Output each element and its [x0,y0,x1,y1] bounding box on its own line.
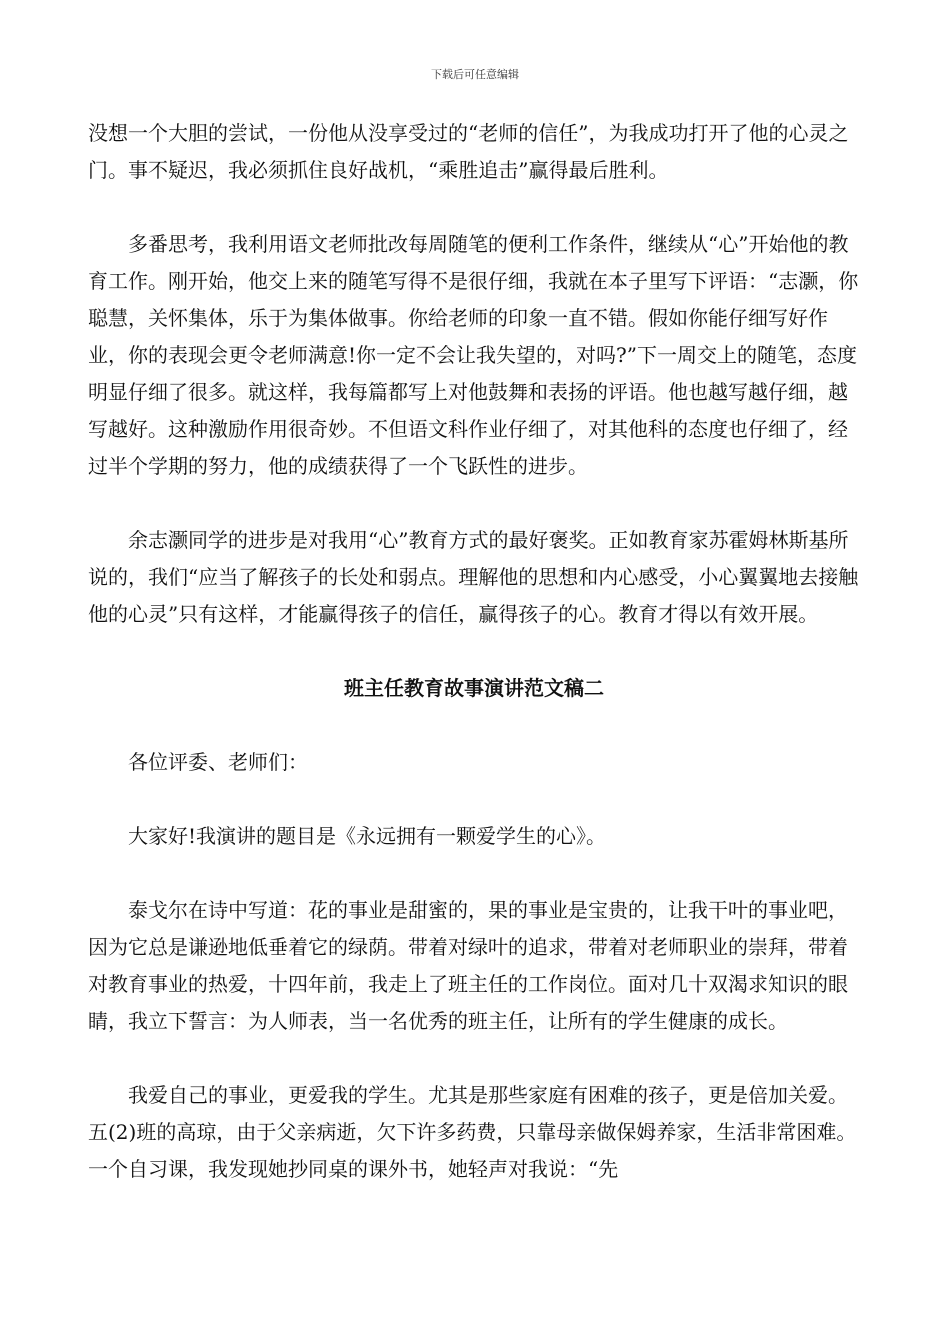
paragraph-4: 各位评委、老师们： [128,750,308,774]
paragraph-gap [88,855,860,892]
paragraph-gap [88,781,860,818]
paragraph-3: 余志灏同学的进步是对我用“心”教育方式的最好褒奖。正如教育家苏霍姆林斯基所说的，我们“应当了解孩子的长处和弱点。理解他的思想和内心感受，小心翼翼地去接触他的心灵”只有这样，才能赢得孩子的信任，赢得孩子的心。教育才得以有效开展。 [88,528,859,626]
paragraph-gap [88,189,860,226]
paragraph-gap [88,1040,860,1077]
paragraph-5: 大家好!我演讲的题目是《永远拥有一颗爱学生的心》。 [128,824,607,848]
paragraph-gap [88,707,860,744]
paragraph-gap [88,485,860,522]
paragraph-1: 没想一个大胆的尝试，一份他从没享受过的“老师的信任”，为我成功打开了他的心灵之门。事不疑迟，我必须抓住良好战机，“乘胜追击”赢得最后胜利。 [88,121,849,182]
page-header: 下载后可任意编辑 [431,68,519,81]
paragraph-2: 多番思考，我利用语文老师批改每周随笔的便利工作条件，继续从“心”开始他的教育工作。刚开始，他交上来的随笔写得不是很仔细，我就在本子里写下评语：“志灏，你聪慧，关怀集体，乐于为集体做事。你给老师的印象一直不错。假如你能仔细写好作业，你的表现会更令老师满意!你一定不会让我失望的，对吗?”下一周交上的随笔，态度明显仔细了很多。就这样，我每篇都写上对他鼓舞和表扬的评语。他也越写越仔细，越写越好。这种激励作用很奇妙。不但语文科作业仔细了，对其他科的态度也仔细了，经过半个学期的努力，他的成绩获得了一个飞跃性的进步。 [88,232,859,478]
document-body [88,115,860,1188]
paragraph-7: 我爱自己的事业，更爱我的学生。尤其是那些家庭有困难的孩子，更是倍加关爱。五(2)班的高琼，由于父亲病逝，欠下许多药费，只靠母亲做保姆养家，生活非常困难。一个自习课，我发现她抄同桌的课外书，她轻声对我说：“先 [88,1083,857,1181]
paragraph-gap [88,633,860,670]
section-title: 班主任教育故事演讲范文稿二 [344,676,604,700]
paragraph-6: 泰戈尔在诗中写道：花的事业是甜蜜的，果的事业是宝贵的，让我干叶的事业吧，因为它总是谦逊地低垂着它的绿荫。带着对绿叶的追求，带着对老师职业的崇拜，带着对教育事业的热爱，十四年前，我走上了班主任的工作岗位。面对几十双渴求知识的眼睛，我立下誓言：为人师表，当一名优秀的班主任，让所有的学生健康的成长。 [88,898,848,1033]
